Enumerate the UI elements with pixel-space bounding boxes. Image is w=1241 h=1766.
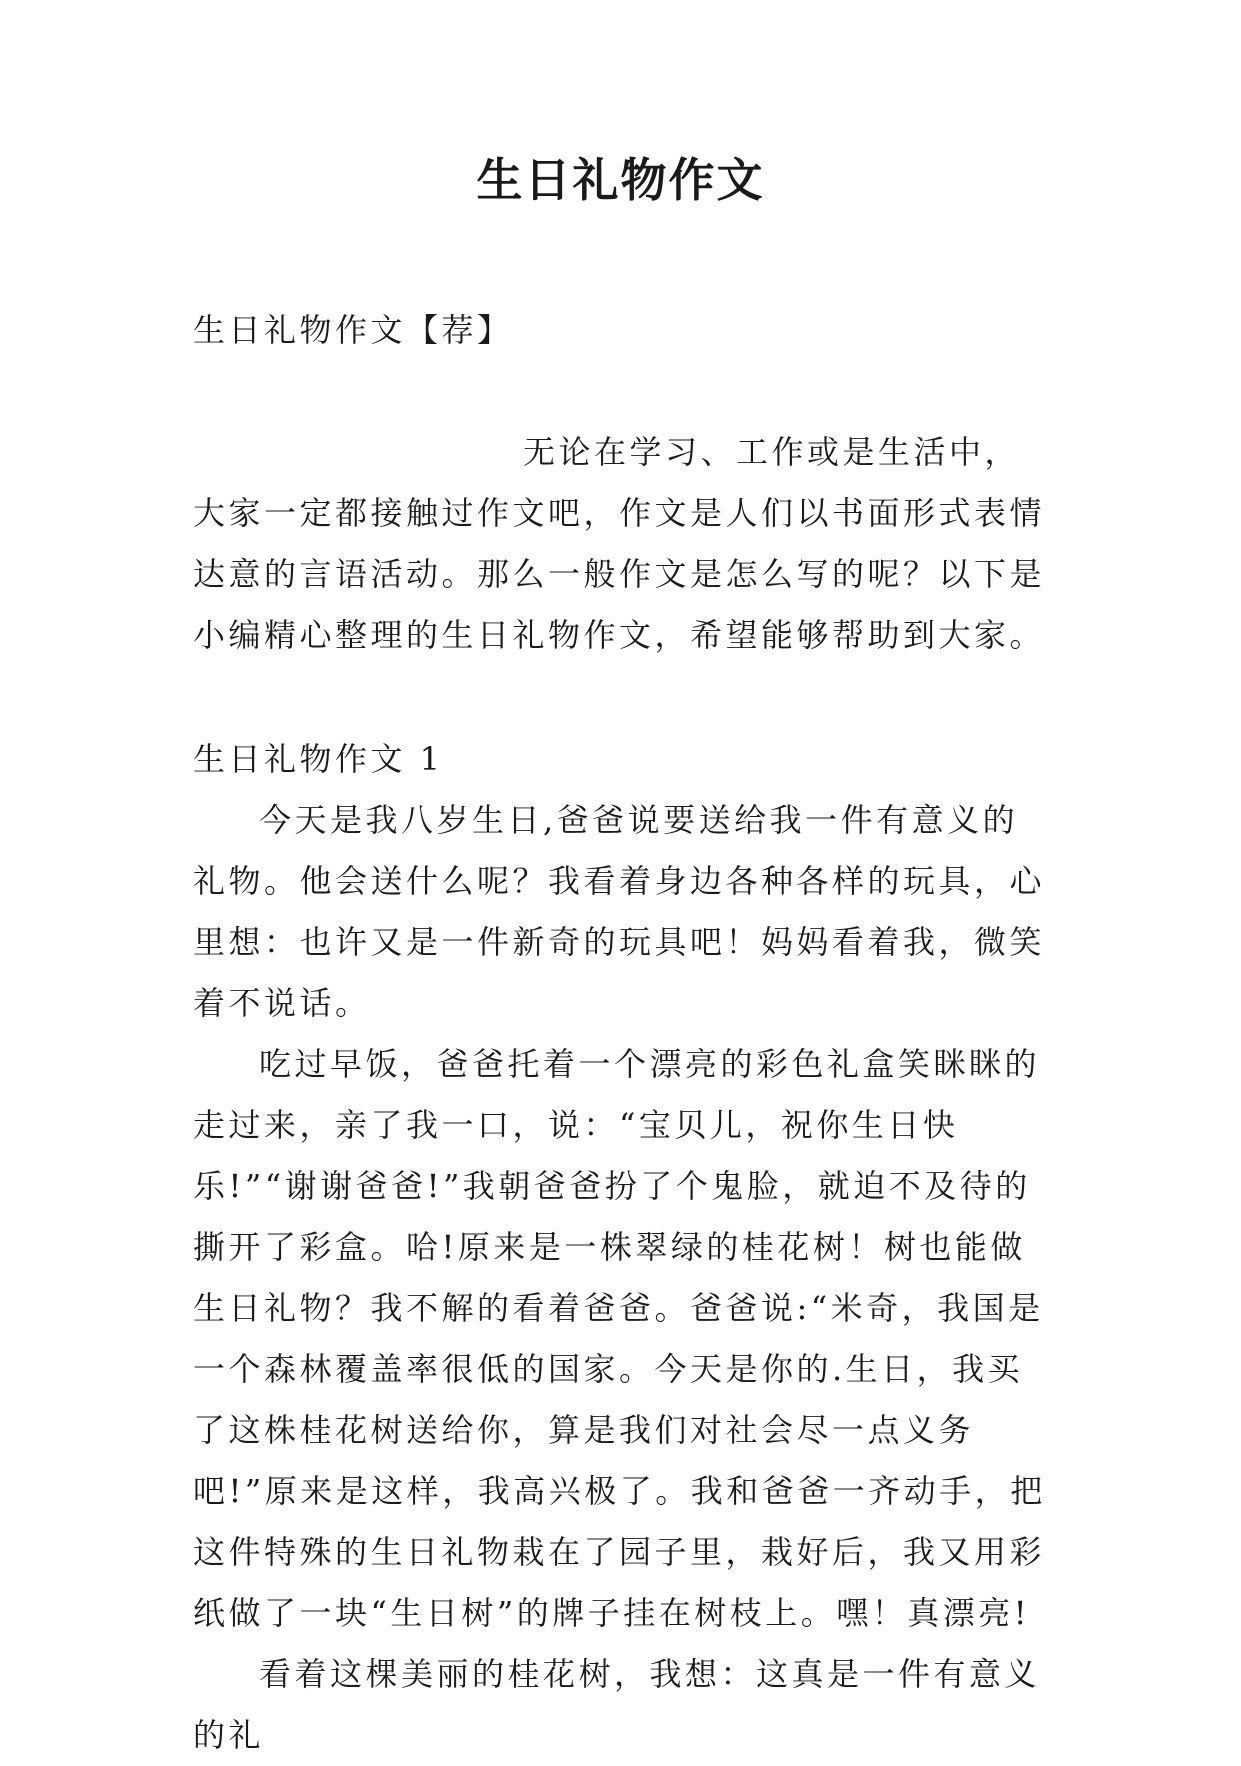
body-paragraph: 吃过早饭，爸爸托着一个漂亮的彩色礼盒笑眯眯的走过来，亲了我一口，说：“宝贝儿，祝你生日快乐!”“谢谢爸爸!”我朝爸爸扮了个鬼脸，就迫不及待的撕开了彩盒。哈!原来是一株翠绿的桂花树！树也能做生日礼物？我不解的看着爸爸。爸爸说:“米奇，我国是一个森林覆盖率很低的国家。今天是你的.生日，我买了这株桂花树送给你，算是我们对社会尽一点义务吧!”原来是这样，我高兴极了。我和爸爸一齐动手，把这件特殊的生日礼物栽在了园子里，栽好后，我又用彩纸做了一块“生日树”的牌子挂在树枝上。嘿！真漂亮! <box>193 1045 1046 1632</box>
document-body <box>193 300 1053 1766</box>
body-paragraph: 看着这棵美丽的桂花树，我想：这真是一件有意义的礼 <box>193 1655 1041 1754</box>
body-paragraph: 今天是我八岁生日,爸爸说要送给我一件有意义的礼物。他会送什么呢？我看着身边各种各样的玩具，心里想：也许又是一件新奇的玩具吧！妈妈看着我，微笑着不说话。 <box>193 801 1046 1022</box>
section-heading: 生日礼物作文 1 <box>193 740 444 778</box>
document-title: 生日礼物作文 <box>476 153 765 207</box>
intro-paragraph: 无论在学习、工作或是生活中，大家一定都接触过作文吧，作文是人们以书面形式表情达意的言语活动。那么一般作文是怎么写的呢？以下是小编精心整理的生日礼物作文，希望能够帮助到大家。 <box>193 433 1046 654</box>
document-subtitle: 生日礼物作文【荐】 <box>193 311 513 349</box>
